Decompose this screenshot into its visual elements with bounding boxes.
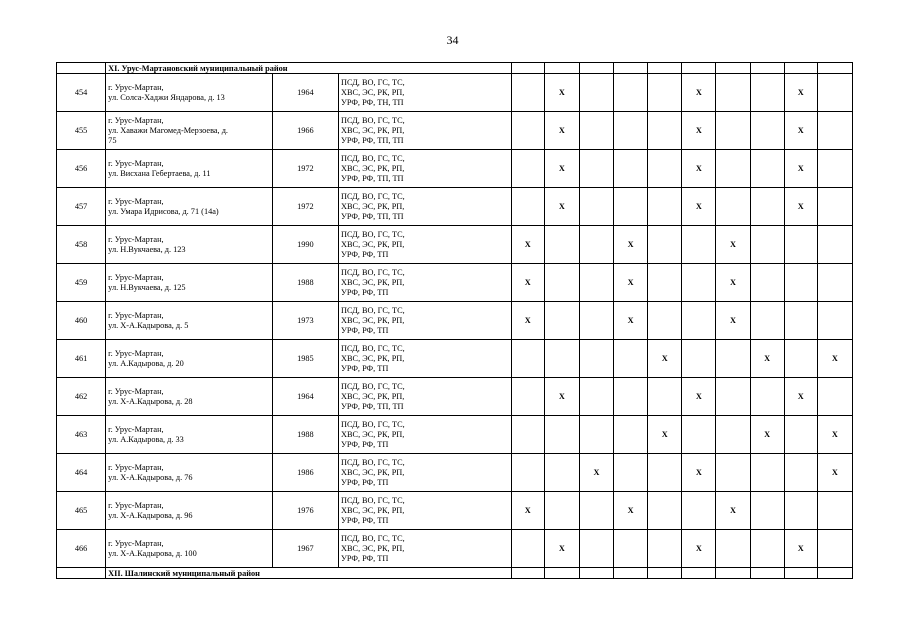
mark-cell bbox=[817, 378, 852, 416]
mark-cell bbox=[716, 416, 750, 454]
mark-cell bbox=[750, 226, 784, 264]
works-cell: ПСД, ВО, ГС, ТС, ХВС, ЭС, РК, РП, УРФ, РФ, ТП bbox=[339, 492, 512, 530]
mark-x: X bbox=[544, 74, 579, 112]
mark-cell bbox=[817, 226, 852, 264]
mark-x: X bbox=[614, 226, 648, 264]
works-cell: ПСД, ВО, ГС, ТС, ХВС, ЭС, РК, РП, УРФ, РФ, ТП, ТП bbox=[339, 188, 512, 226]
mark-cell bbox=[511, 530, 544, 568]
year-cell: 1988 bbox=[272, 416, 338, 454]
section-empty-cell bbox=[57, 63, 106, 74]
year-cell: 1990 bbox=[272, 226, 338, 264]
address-cell: г. Урус-Мартан, ул. А.Кадырова, д. 20 bbox=[106, 340, 273, 378]
mark-cell bbox=[784, 492, 817, 530]
works-cell: ПСД, ВО, ГС, ТС, ХВС, ЭС, РК, РП, УРФ, РФ, ТН, ТП bbox=[339, 74, 512, 112]
mark-cell bbox=[579, 340, 613, 378]
mark-cell bbox=[579, 150, 613, 188]
mark-cell bbox=[817, 264, 852, 302]
mark-cell bbox=[682, 226, 716, 264]
mark-cell bbox=[817, 302, 852, 340]
mark-x: X bbox=[716, 226, 750, 264]
year-cell: 1964 bbox=[272, 378, 338, 416]
mark-x: X bbox=[784, 150, 817, 188]
mark-cell bbox=[817, 112, 852, 150]
mark-cell bbox=[817, 530, 852, 568]
mark-cell bbox=[682, 302, 716, 340]
mark-cell bbox=[648, 378, 682, 416]
mark-x: X bbox=[579, 454, 613, 492]
mark-cell bbox=[716, 74, 750, 112]
mark-cell bbox=[614, 454, 648, 492]
row-number: 461 bbox=[57, 340, 106, 378]
row-number: 455 bbox=[57, 112, 106, 150]
mark-cell bbox=[511, 378, 544, 416]
mark-cell bbox=[614, 74, 648, 112]
mark-x: X bbox=[682, 150, 716, 188]
mark-cell bbox=[544, 264, 579, 302]
mark-cell bbox=[579, 264, 613, 302]
section-title: XII. Шалинский муниципальный район bbox=[106, 568, 512, 579]
works-cell: ПСД, ВО, ГС, ТС, ХВС, ЭС, РК, РП, УРФ, РФ, ТП bbox=[339, 302, 512, 340]
mark-x: X bbox=[817, 340, 852, 378]
mark-x: X bbox=[784, 530, 817, 568]
mark-cell bbox=[648, 112, 682, 150]
mark-cell bbox=[784, 226, 817, 264]
table-row bbox=[57, 530, 853, 568]
mark-cell bbox=[716, 530, 750, 568]
address-cell: г. Урус-Мартан, ул. Х-А.Кадырова, д. 76 bbox=[106, 454, 273, 492]
mark-x: X bbox=[511, 226, 544, 264]
mark-cell bbox=[648, 492, 682, 530]
mark-cell bbox=[682, 492, 716, 530]
mark-cell bbox=[579, 302, 613, 340]
mark-cell bbox=[784, 454, 817, 492]
mark-x: X bbox=[750, 340, 784, 378]
mark-cell bbox=[648, 530, 682, 568]
mark-x: X bbox=[682, 378, 716, 416]
section-title: XI. Урус-Мартановский муниципальный район bbox=[106, 63, 512, 74]
row-number: 454 bbox=[57, 74, 106, 112]
year-cell: 1972 bbox=[272, 150, 338, 188]
works-cell: ПСД, ВО, ГС, ТС, ХВС, ЭС, РК, РП, УРФ, РФ, ТП bbox=[339, 530, 512, 568]
mark-cell bbox=[511, 74, 544, 112]
mark-cell bbox=[544, 454, 579, 492]
mark-cell bbox=[614, 378, 648, 416]
works-cell: ПСД, ВО, ГС, ТС, ХВС, ЭС, РК, РП, УРФ, РФ, ТП, ТП bbox=[339, 112, 512, 150]
mark-x: X bbox=[716, 492, 750, 530]
mark-cell bbox=[614, 416, 648, 454]
mark-cell bbox=[511, 112, 544, 150]
year-cell: 1972 bbox=[272, 188, 338, 226]
mark-cell bbox=[511, 454, 544, 492]
mark-cell bbox=[614, 150, 648, 188]
table-row bbox=[57, 416, 853, 454]
row-number: 460 bbox=[57, 302, 106, 340]
mark-x: X bbox=[544, 112, 579, 150]
mark-x: X bbox=[511, 302, 544, 340]
mark-cell bbox=[817, 492, 852, 530]
mark-cell bbox=[716, 150, 750, 188]
mark-cell bbox=[544, 226, 579, 264]
mark-cell bbox=[682, 264, 716, 302]
mark-x: X bbox=[648, 340, 682, 378]
address-cell: г. Урус-Мартан, ул. А.Кадырова, д. 33 bbox=[106, 416, 273, 454]
mark-x: X bbox=[544, 150, 579, 188]
mark-x: X bbox=[648, 416, 682, 454]
mark-cell bbox=[544, 302, 579, 340]
mark-x: X bbox=[682, 530, 716, 568]
row-number: 464 bbox=[57, 454, 106, 492]
year-cell: 1985 bbox=[272, 340, 338, 378]
address-cell: г. Урус-Мартан, ул. Умара Идрисова, д. 71 (14а) bbox=[106, 188, 273, 226]
row-number: 465 bbox=[57, 492, 106, 530]
mark-cell bbox=[579, 188, 613, 226]
mark-cell bbox=[614, 340, 648, 378]
year-cell: 1967 bbox=[272, 530, 338, 568]
mark-cell bbox=[544, 416, 579, 454]
mark-cell bbox=[817, 150, 852, 188]
housing-register-table bbox=[56, 62, 853, 579]
address-cell: г. Урус-Мартан, ул. Хаважи Магомед-Мерзоева, д. 75 bbox=[106, 112, 273, 150]
year-cell: 1976 bbox=[272, 492, 338, 530]
table-row bbox=[57, 74, 853, 112]
mark-x: X bbox=[544, 378, 579, 416]
address-cell: г. Урус-Мартан, ул. Н.Вукчаева, д. 125 bbox=[106, 264, 273, 302]
mark-cell bbox=[648, 74, 682, 112]
mark-x: X bbox=[511, 492, 544, 530]
mark-cell bbox=[682, 416, 716, 454]
mark-cell bbox=[579, 530, 613, 568]
table-row bbox=[57, 378, 853, 416]
address-cell: г. Урус-Мартан, ул. Х-А.Кадырова, д. 28 bbox=[106, 378, 273, 416]
year-cell: 1986 bbox=[272, 454, 338, 492]
row-number: 463 bbox=[57, 416, 106, 454]
year-cell: 1988 bbox=[272, 264, 338, 302]
section-header-row bbox=[57, 568, 853, 579]
table-row bbox=[57, 264, 853, 302]
table-row bbox=[57, 492, 853, 530]
row-number: 458 bbox=[57, 226, 106, 264]
mark-cell bbox=[511, 188, 544, 226]
mark-cell bbox=[648, 150, 682, 188]
mark-x: X bbox=[544, 188, 579, 226]
table-row bbox=[57, 112, 853, 150]
mark-cell bbox=[817, 188, 852, 226]
mark-cell bbox=[716, 112, 750, 150]
mark-cell bbox=[544, 492, 579, 530]
mark-cell bbox=[579, 492, 613, 530]
mark-cell bbox=[579, 416, 613, 454]
mark-cell bbox=[750, 302, 784, 340]
table-row bbox=[57, 302, 853, 340]
address-cell: г. Урус-Мартан, ул. Н.Вукчаева, д. 123 bbox=[106, 226, 273, 264]
address-cell: г. Урус-Мартан, ул. Х-А.Кадырова, д. 5 bbox=[106, 302, 273, 340]
table-row bbox=[57, 150, 853, 188]
section-header-row bbox=[57, 63, 853, 74]
table-row bbox=[57, 226, 853, 264]
mark-cell bbox=[648, 226, 682, 264]
table-row bbox=[57, 188, 853, 226]
mark-cell bbox=[817, 74, 852, 112]
mark-cell bbox=[648, 264, 682, 302]
table-row bbox=[57, 340, 853, 378]
mark-x: X bbox=[784, 112, 817, 150]
mark-cell bbox=[648, 302, 682, 340]
mark-x: X bbox=[784, 378, 817, 416]
mark-cell bbox=[511, 150, 544, 188]
mark-x: X bbox=[750, 416, 784, 454]
mark-x: X bbox=[614, 492, 648, 530]
mark-cell bbox=[614, 188, 648, 226]
address-cell: г. Урус-Мартан, ул. Висхана Гебертаева, д. 11 bbox=[106, 150, 273, 188]
table-body bbox=[57, 63, 853, 579]
mark-cell bbox=[648, 454, 682, 492]
mark-cell bbox=[716, 378, 750, 416]
mark-x: X bbox=[716, 264, 750, 302]
table-row bbox=[57, 454, 853, 492]
mark-x: X bbox=[817, 454, 852, 492]
mark-x: X bbox=[614, 264, 648, 302]
mark-cell bbox=[750, 454, 784, 492]
mark-x: X bbox=[682, 112, 716, 150]
mark-x: X bbox=[511, 264, 544, 302]
mark-cell bbox=[511, 340, 544, 378]
mark-cell bbox=[511, 416, 544, 454]
row-number: 459 bbox=[57, 264, 106, 302]
address-cell: г. Урус-Мартан, ул. Солса-Хаджи Яндарова, д. 13 bbox=[106, 74, 273, 112]
mark-x: X bbox=[784, 188, 817, 226]
mark-x: X bbox=[682, 454, 716, 492]
mark-cell bbox=[716, 340, 750, 378]
works-cell: ПСД, ВО, ГС, ТС, ХВС, ЭС, РК, РП, УРФ, РФ, ТП bbox=[339, 416, 512, 454]
mark-x: X bbox=[682, 74, 716, 112]
mark-cell bbox=[579, 74, 613, 112]
mark-cell bbox=[750, 112, 784, 150]
address-cell: г. Урус-Мартан, ул. Х-А.Кадырова, д. 100 bbox=[106, 530, 273, 568]
mark-x: X bbox=[817, 416, 852, 454]
works-cell: ПСД, ВО, ГС, ТС, ХВС, ЭС, РК, РП, УРФ, РФ, ТП bbox=[339, 264, 512, 302]
mark-cell bbox=[682, 340, 716, 378]
mark-cell bbox=[784, 302, 817, 340]
mark-x: X bbox=[682, 188, 716, 226]
mark-x: X bbox=[614, 302, 648, 340]
row-number: 457 bbox=[57, 188, 106, 226]
year-cell: 1973 bbox=[272, 302, 338, 340]
works-cell: ПСД, ВО, ГС, ТС, ХВС, ЭС, РК, РП, УРФ, РФ, ТП bbox=[339, 454, 512, 492]
works-cell: ПСД, ВО, ГС, ТС, ХВС, ЭС, РК, РП, УРФ, РФ, ТП bbox=[339, 226, 512, 264]
mark-x: X bbox=[716, 302, 750, 340]
works-cell: ПСД, ВО, ГС, ТС, ХВС, ЭС, РК, РП, УРФ, РФ, ТП, ТП bbox=[339, 378, 512, 416]
mark-cell bbox=[750, 492, 784, 530]
mark-cell bbox=[750, 74, 784, 112]
row-number: 456 bbox=[57, 150, 106, 188]
row-number: 462 bbox=[57, 378, 106, 416]
page-number: 34 bbox=[446, 33, 459, 47]
mark-cell bbox=[750, 264, 784, 302]
mark-cell bbox=[544, 340, 579, 378]
works-cell: ПСД, ВО, ГС, ТС, ХВС, ЭС, РК, РП, УРФ, РФ, ТП bbox=[339, 340, 512, 378]
mark-cell bbox=[784, 416, 817, 454]
mark-cell bbox=[648, 188, 682, 226]
section-empty-cell bbox=[57, 568, 106, 579]
row-number: 466 bbox=[57, 530, 106, 568]
mark-cell bbox=[750, 150, 784, 188]
address-cell: г. Урус-Мартан, ул. Х-А.Кадырова, д. 96 bbox=[106, 492, 273, 530]
mark-cell bbox=[614, 530, 648, 568]
mark-cell bbox=[750, 188, 784, 226]
mark-cell bbox=[716, 454, 750, 492]
mark-cell bbox=[614, 112, 648, 150]
mark-x: X bbox=[544, 530, 579, 568]
mark-cell bbox=[784, 340, 817, 378]
mark-x: X bbox=[784, 74, 817, 112]
mark-cell bbox=[579, 378, 613, 416]
year-cell: 1966 bbox=[272, 112, 338, 150]
mark-cell bbox=[784, 264, 817, 302]
mark-cell bbox=[750, 530, 784, 568]
mark-cell bbox=[579, 226, 613, 264]
works-cell: ПСД, ВО, ГС, ТС, ХВС, ЭС, РК, РП, УРФ, РФ, ТП, ТП bbox=[339, 150, 512, 188]
mark-cell bbox=[716, 188, 750, 226]
mark-cell bbox=[750, 378, 784, 416]
mark-cell bbox=[579, 112, 613, 150]
year-cell: 1964 bbox=[272, 74, 338, 112]
